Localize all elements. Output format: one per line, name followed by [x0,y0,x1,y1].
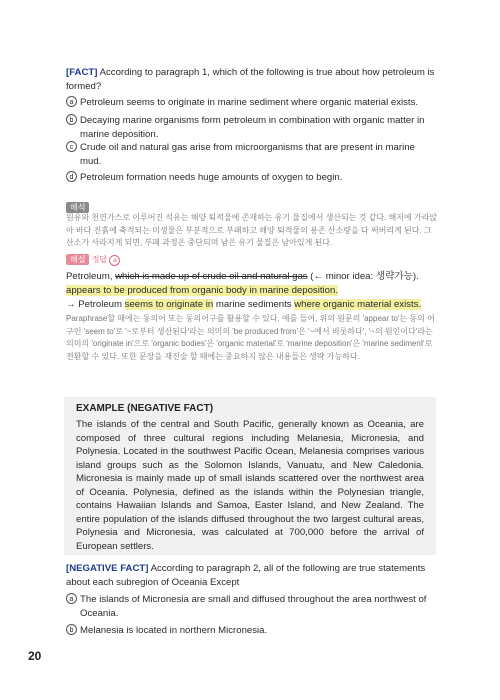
example-title: EXAMPLE (NEGATIVE FACT) [76,403,214,414]
explanation-line-3 [66,298,438,312]
option-marker: c [66,141,77,152]
option-text: Petroleum formation needs huge amounts of oxygen to begin. [80,172,343,183]
question-1 [66,66,438,93]
answer-label: 정답 [91,255,108,264]
explanation-header [66,254,120,266]
line3-mid: marine sediments [215,299,292,310]
explanation-body: Paraphrase할 때에는 동의어 또는 동의어구를 활용할 수 있다. 예를 들어, 위의 원문의 'appear to'는 동의 어구인 'seem to'로 '~로부터 생산된다'라는 의미의 'be produced from'은 '~에서 비롯하다', '~의 원인이다'라는 의미의 'originate in'으로 'organic bodies'은 'organic material'로 'marine deposition'은 'marine sediment'로 전환할 수 있다. 또한 문장을 재진술 할 때에는 중요하지 않은 내용들은 생략 가능하다. [66,314,435,361]
example-text: The islands of the central and South Pacific, generally known as Oceania, are composed of three cultural regions including Melanesia, Micronesia, and Polynesia. Located in the southwest Pacific Ocean, Melanesia comprises various island groups such as the Solomon Islands, Vanuatu, and New Caledonia. Micronesia is mainly made up of small islands scattered over the northwest area of Oceania. Polynesia, defined as the islands within the Polynesian triangle, contains Hawaiian Islands and Samoa, Easter Island, and New Zealand. The entire population of the islands diffused throughout the two largest cultural areas, Polynesia and Micronesia, was calculated at 700,000 before the arrival of European settlers. [76,419,424,552]
question-text: According to paragraph 2, all of the following are true statements about each subregion of Oceania Except [66,563,426,588]
option-a[interactable] [66,96,438,110]
option-marker: b [66,624,77,635]
line3-highlight-2: where organic material exists. [294,299,422,310]
translation-text: 원유와 천연가스로 이루어진 석유는 해양 퇴적물에 존재하는 유기 물질에서 생산되는 것 같다. 해저에 가라앉아 바다 진흙에 축적되는 미생물은 부분적으로 부패하고 해양 퇴적물의 용존 산소량을 다 써버리게 된다. 그 산소가 사라지게 되면, 부패 과정은 중단되며 남은 유기 물질은 남아있게 된다. [66,213,438,247]
question-2 [66,562,438,589]
page-number: 20 [28,649,42,663]
option-c[interactable] [66,141,438,168]
example-box [64,397,436,555]
option-d[interactable] [66,171,438,185]
line3-start: → Petroleum [66,299,122,310]
line2-highlight: appears to be produced from organic body in marine deposition. [66,285,338,296]
option-marker: a [66,96,77,107]
explanation-badge: 해설 [66,254,89,265]
option-text: The islands of Micronesia are small and diffused throughout the area northwest of Oceania. [80,594,427,619]
option-marker: a [66,593,77,604]
question-tag: [FACT] [66,67,98,78]
option-text: Melanesia is located in northern Micronesia. [80,625,268,636]
option-text: Crude oil and natural gas arise from microorganisms that are present in marine mud. [80,142,415,167]
option-text: Decaying marine organisms form petroleum in combination with organic matter in marine deposition. [80,115,425,140]
line1-end: (← minor idea: 생략가능). [310,271,419,282]
option-marker: d [66,171,77,182]
translation-badge: 해석 [66,202,89,213]
question-tag: [NEGATIVE FACT] [66,563,149,574]
option-text: Petroleum seems to originate in marine sediment where organic material exists. [80,97,419,108]
line1-start: Petroleum, [66,271,113,282]
line3-highlight: seems to originate in [124,299,214,310]
option-marker: b [66,114,77,125]
explanation-line-2 [66,284,438,298]
question-text: According to paragraph 1, which of the following is true about how petroleum is formed? [66,67,435,92]
explanation-line-1 [66,270,438,284]
option-a[interactable] [66,593,438,620]
answer-marker: a [109,255,120,266]
line1-strike: which is made up of crude oil and natural gas [115,271,308,282]
option-b[interactable] [66,624,438,638]
option-b[interactable] [66,114,438,141]
